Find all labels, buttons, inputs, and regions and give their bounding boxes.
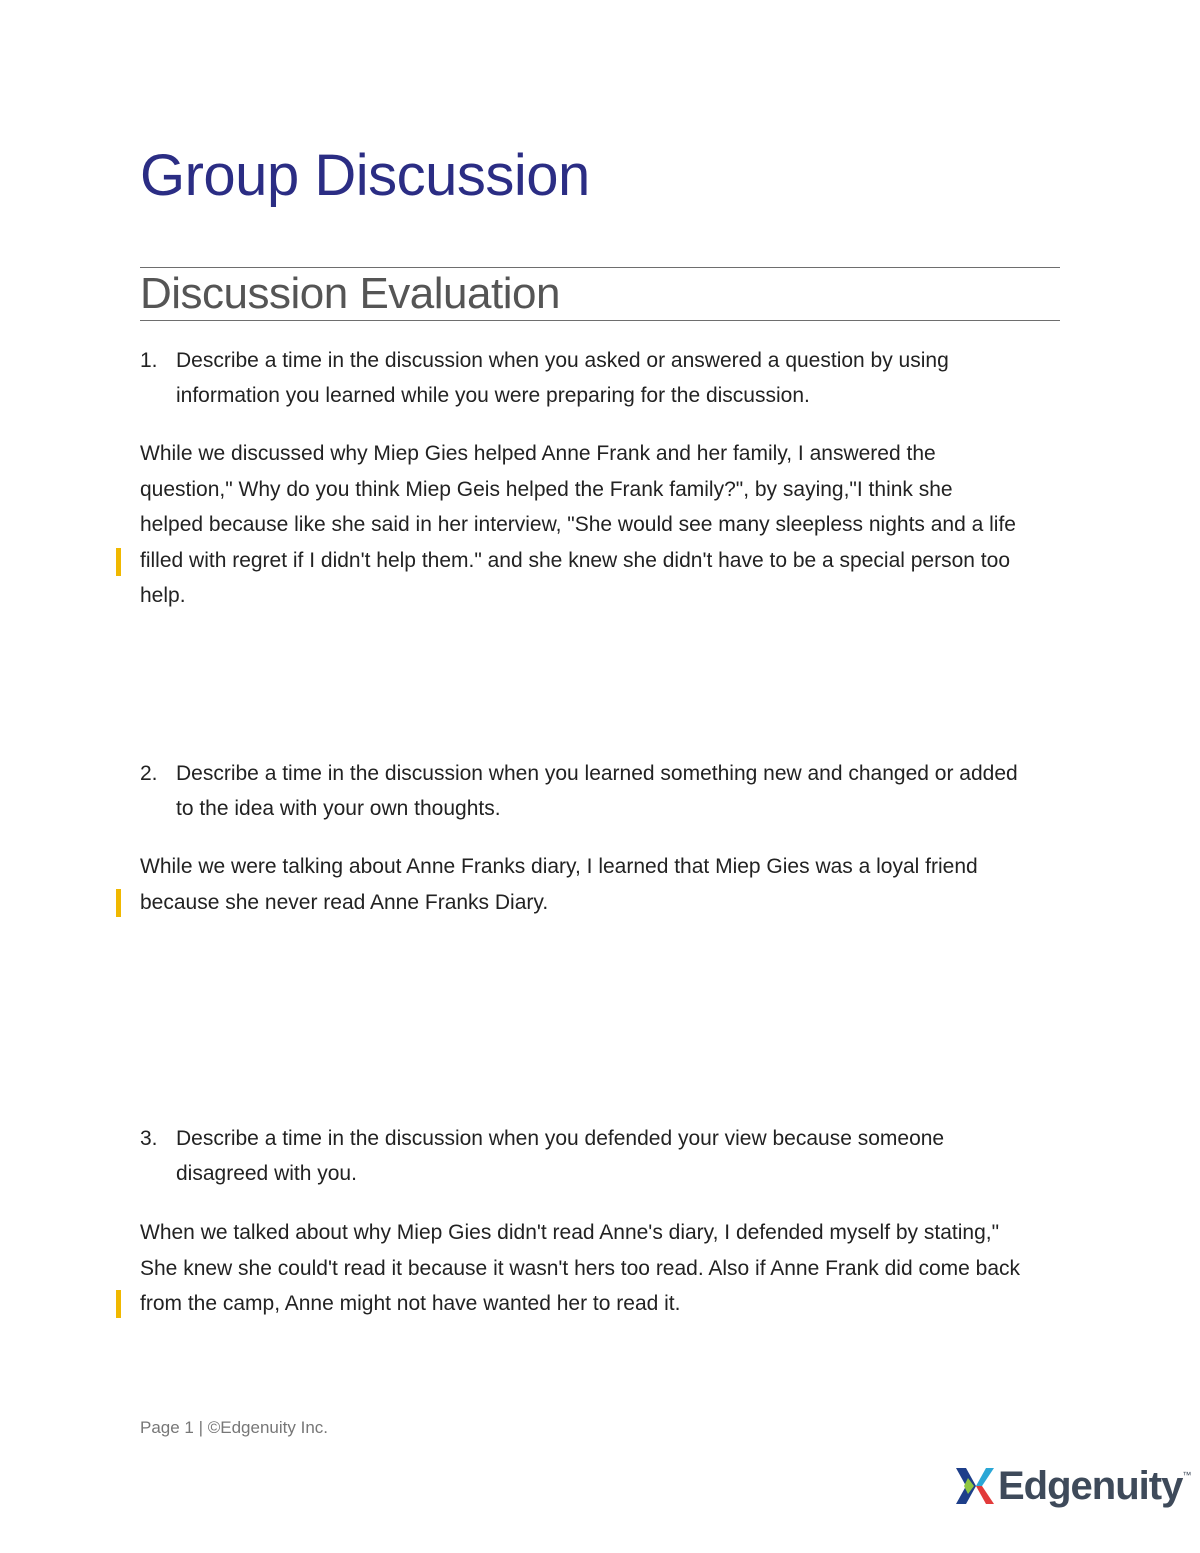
comment-marker — [116, 548, 121, 576]
question-prompt: Describe a time in the discussion when you learned something new and changed or added to the idea with your own thoughts. — [176, 762, 1018, 820]
answer-1: While we discussed why Miep Gies helped Anne Frank and her family, I answered the question," Why do you think Miep Geis helped the Frank family?", by saying,"I think she helped because like she said in her interview, "She would see many sleepless nights and a life filled with regret if I didn't help them." and she knew she didn't have to be a special person too help. — [140, 442, 1016, 607]
edgenuity-x-logo-icon — [952, 1464, 996, 1508]
question-number: 3. — [140, 1127, 158, 1150]
question-number: 1. — [140, 349, 158, 372]
page-footer: Page 1 | ©Edgenuity Inc. — [140, 1418, 329, 1437]
answer-2: While we were talking about Anne Franks diary, I learned that Miep Gies was a loyal friend because she never read Anne Franks Diary. — [140, 855, 978, 914]
logo-wordmark: Edgenuity — [998, 1463, 1183, 1508]
page-title: Group Discussion — [140, 143, 590, 208]
question-number: 2. — [140, 762, 158, 785]
question-prompt: Describe a time in the discussion when you asked or answered a question by using information you learned while you were preparing for the discussion. — [176, 349, 949, 407]
answer-3: When we talked about why Miep Gies didn't read Anne's diary, I defended myself by stating," She knew she could't read it because it wasn't hers too read. Also if Anne Frank did come back from the camp, Anne might not have wanted her to read it. — [140, 1221, 1021, 1315]
question-3 — [140, 1121, 1040, 1191]
edgenuity-logo — [952, 1462, 1191, 1510]
question-2 — [140, 756, 1040, 826]
question-prompt: Describe a time in the discussion when you defended your view because someone disagreed with you. — [176, 1127, 945, 1185]
question-1 — [140, 343, 1040, 413]
comment-marker — [116, 889, 121, 917]
section-heading: Discussion Evaluation — [140, 269, 560, 318]
comment-marker — [116, 1290, 121, 1318]
heading-bottom-rule — [140, 320, 1060, 321]
logo-trademark: ™ — [1182, 1470, 1192, 1480]
